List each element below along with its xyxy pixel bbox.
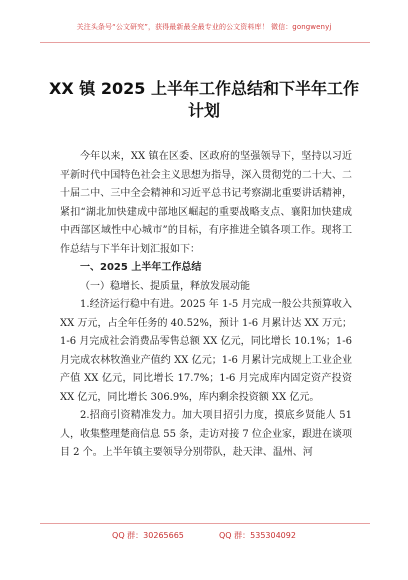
- document-body: [60, 148, 352, 463]
- intro-paragraph: 今年以来，XX 镇在区委、区政府的坚强领导下，坚持以习近平新时代中国特色社会主义思想为指导，深入贯彻党的二十大、二十届二中、三中全会精神和习近平总书记考察湖北重要讲话精神，紧扣“湖北加快建成中部地区崛起的重要战略支点、襄阳加快建成中西部区域性中心城市”的目标，有序推进全镇各项工作。现将工作总结与下半年计划汇报如下：: [60, 151, 352, 255]
- document-title: XX 镇 2025 上半年工作总结和下半年工作计划: [49, 79, 359, 120]
- economy-paragraph: 1.经济运行稳中有进。2025 年 1-5 月完成一般公共预算收入 XX 万元，占全年任务的 40.52%，预计 1-6 月累计达 XX 万元；1-6 月完成社会消费品零售总额 XX 亿元，同比增长 10.1%；1-6 月完成农林牧渔业产值约 XX 亿元；1-6 月累计完成规上工业企业产值 XX 亿元，同比增长 17.7%；1-6 月完成库内固定资产投资 XX 亿元，同比增长 306.9%，库内剩余投资额 XX 亿元。: [60, 299, 352, 403]
- footer-divider: [40, 523, 370, 524]
- footer-qq-group-2: QQ 群：535304092: [219, 531, 296, 540]
- investment-paragraph: 2.招商引资精准发力。加大项目招引力度，摸底乡贤能人 51 人，收集整理楚商信息 55 条，走访对接 7 位企业家，跟进在谈项目 2 个。上半年镇主要领导分别带队，赴天津、温州、河: [60, 410, 352, 458]
- header-banner: 关注头条号“公文研究”，获得最新最全最专业的公文资料库！ 微信：gongwenyj: [76, 23, 332, 31]
- footer-qq-group-1: QQ 群：30265665: [112, 531, 184, 540]
- subsection-heading: （一）稳增长、提质量，释放发展动能: [80, 280, 250, 292]
- section-heading: 一、2025 上半年工作总结: [80, 262, 202, 273]
- header-divider: [40, 42, 370, 43]
- footer: [0, 530, 408, 541]
